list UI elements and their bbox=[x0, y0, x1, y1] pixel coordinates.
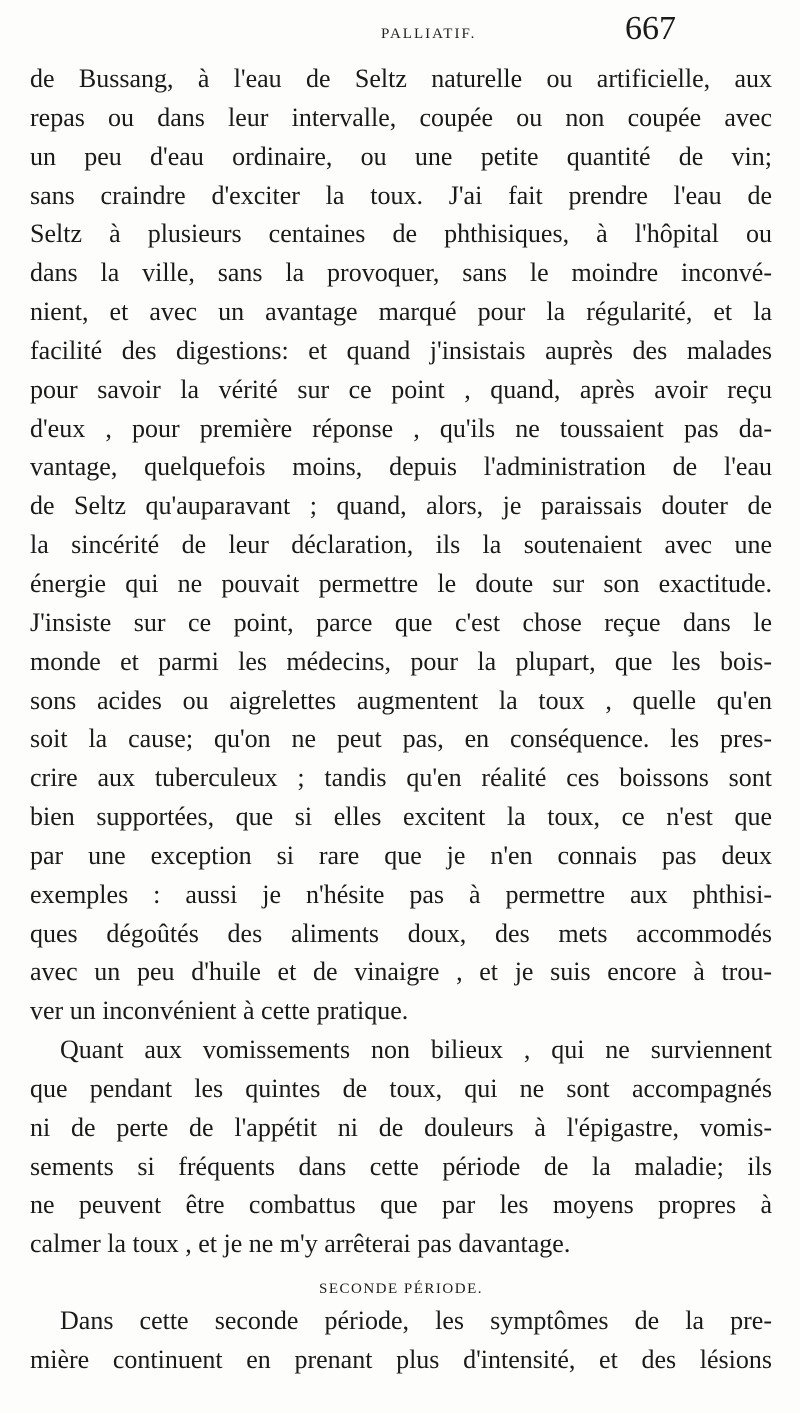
text-line: dans la ville, sans la provoquer, sans le moindre inconvé- bbox=[30, 258, 772, 288]
text-line: calmer la toux , et je ne m'y arrêterai pas davantage. bbox=[30, 1229, 571, 1259]
section-heading: SECONDE PÉRIODE. bbox=[318, 1281, 483, 1298]
text-line: ne peuvent être combattus que par les moyens propres à bbox=[30, 1190, 772, 1220]
text-line: que pendant les quintes de toux, qui ne sont accompagnés bbox=[30, 1073, 772, 1103]
body-text bbox=[30, 60, 772, 1380]
text-line: crire aux tuberculeux ; tandis qu'en réalité ces boissons sont bbox=[30, 763, 772, 793]
text-line: un peu d'eau ordinaire, ou une petite quantité de vin; bbox=[30, 141, 772, 171]
text-line: ver un inconvénient à cette pratique. bbox=[30, 996, 409, 1026]
text-line: soit la cause; qu'on ne peut pas, en conséquence. les pres- bbox=[30, 724, 772, 754]
text-line: Dans cette seconde période, les symptômes de la pre- bbox=[60, 1306, 772, 1336]
paragraph-2 bbox=[30, 1031, 772, 1264]
text-line: vantage, quelquefois moins, depuis l'administration de l'eau bbox=[30, 452, 772, 482]
text-line: avec un peu d'huile et de vinaigre , et je suis encore à trou- bbox=[30, 957, 772, 987]
text-line: monde et parmi les médecins, pour la plupart, que les bois- bbox=[30, 646, 772, 676]
paragraph-1 bbox=[30, 60, 772, 1031]
text-line: sans craindre d'exciter la toux. J'ai fait prendre l'eau de bbox=[30, 180, 772, 210]
text-line: sements si fréquents dans cette période de la maladie; ils bbox=[30, 1151, 772, 1181]
text-line: nient, et avec un avantage marqué pour la régularité, et la bbox=[30, 297, 772, 327]
text-line: ni de perte de l'appétit ni de douleurs à l'épigastre, vomis- bbox=[30, 1112, 772, 1142]
text-line: d'eux , pour première réponse , qu'ils ne toussaient pas da- bbox=[30, 413, 772, 443]
page-number: 667 bbox=[625, 10, 676, 47]
text-line: pour savoir la vérité sur ce point , quand, après avoir reçu bbox=[30, 374, 772, 404]
text-line: Seltz à plusieurs centaines de phthisiques, à l'hôpital ou bbox=[30, 219, 772, 249]
text-line: mière continuent en prenant plus d'intensité, et des lésions bbox=[30, 1345, 772, 1374]
text-line: la sincérité de leur déclaration, ils la soutenaient avec une bbox=[30, 530, 772, 560]
text-line: énergie qui ne pouvait permettre le doute sur son exactitude. bbox=[30, 568, 772, 598]
text-line: ques dégoûtés des aliments doux, des mets accommodés bbox=[30, 918, 772, 948]
text-line: exemples : aussi je n'hésite pas à permettre aux phthisi- bbox=[30, 879, 772, 909]
paragraph-3 bbox=[30, 1302, 772, 1380]
running-head: PALLIATIF. bbox=[381, 26, 477, 42]
text-line: bien supportées, que si elles excitent la toux, ce n'est que bbox=[30, 802, 772, 832]
text-line: par une exception si rare que je n'en connais pas deux bbox=[30, 840, 772, 870]
text-line: de Seltz qu'auparavant ; quand, alors, je paraissais douter de bbox=[30, 491, 772, 521]
text-line: sons acides ou aigrelettes augmentent la toux , quelle qu'en bbox=[30, 685, 772, 715]
text-line: Quant aux vomissements non bilieux , qui ne surviennent bbox=[60, 1035, 772, 1065]
text-line: de Bussang, à l'eau de Seltz naturelle ou artificielle, aux bbox=[30, 64, 772, 93]
text-line: J'insiste sur ce point, parce que c'est chose reçue dans le bbox=[30, 607, 772, 637]
text-line: repas ou dans leur intervalle, coupée ou non coupée avec bbox=[30, 102, 772, 132]
text-line: facilité des digestions: et quand j'insistais auprès des malades bbox=[30, 335, 772, 365]
